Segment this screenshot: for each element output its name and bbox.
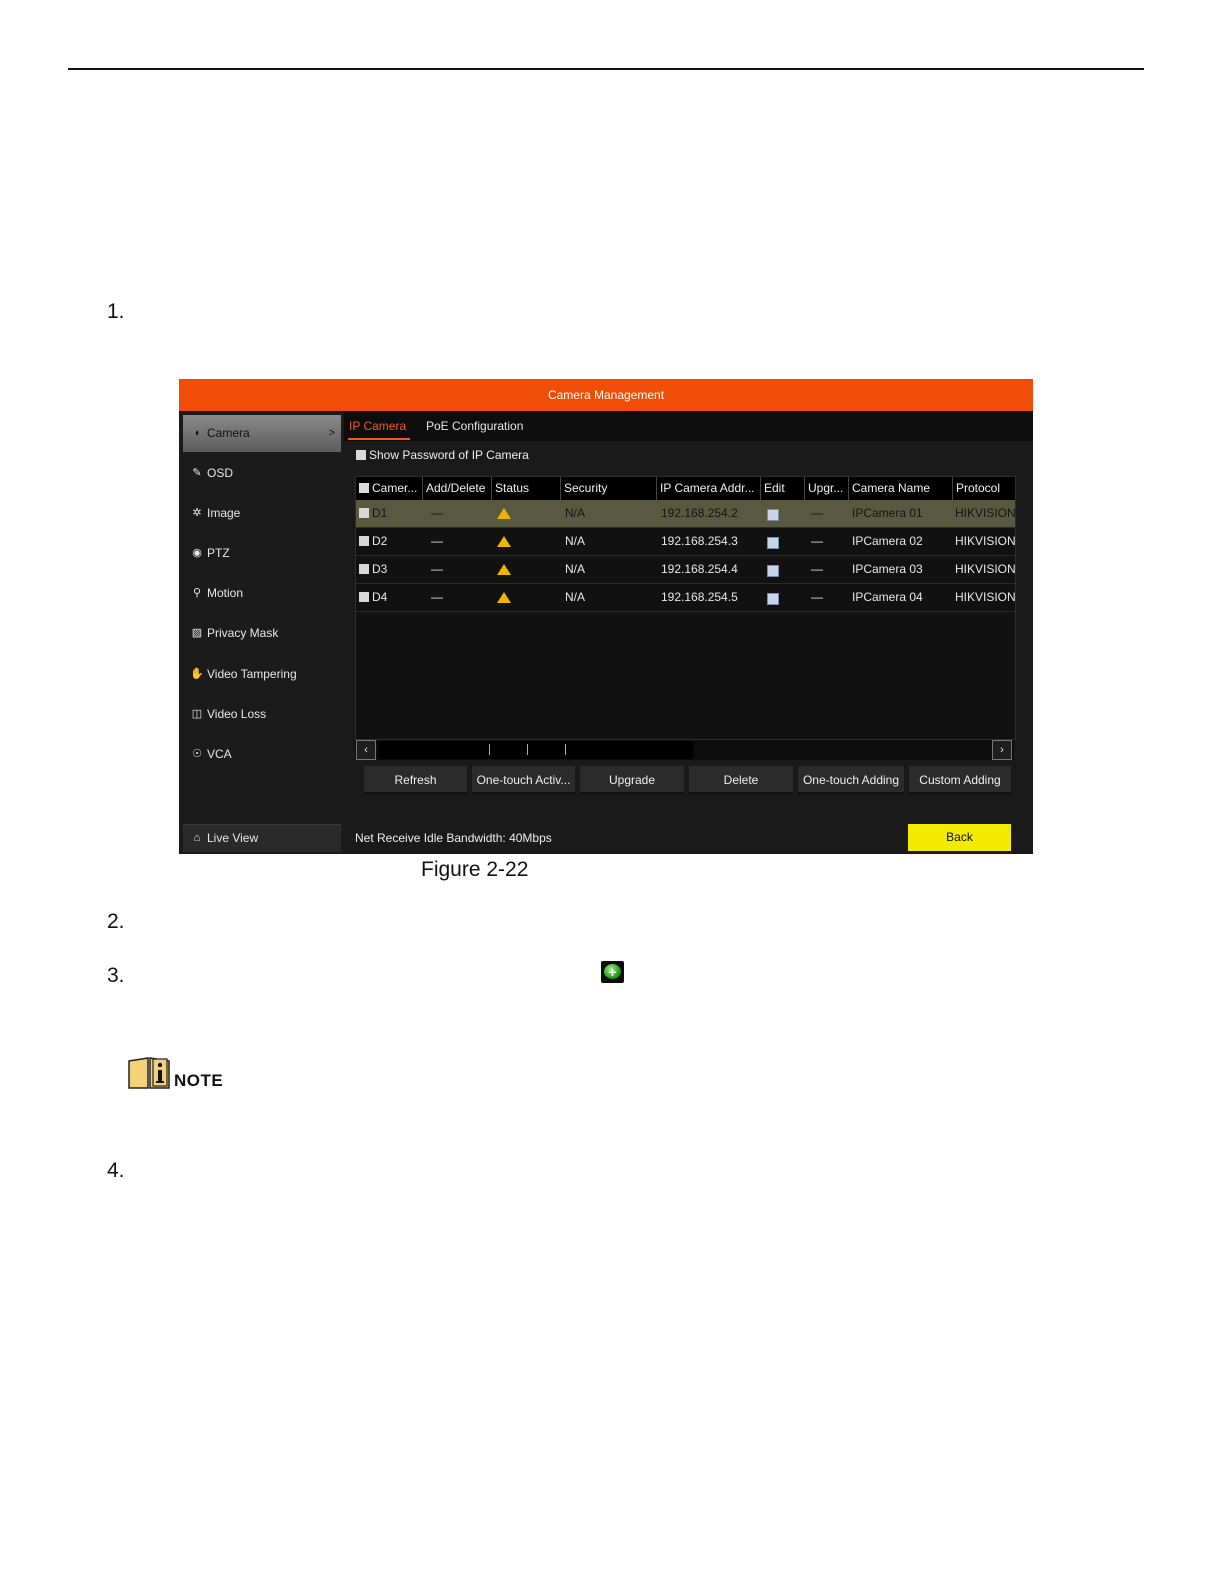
sidebar-item-label: Privacy Mask (207, 626, 279, 640)
video-loss-icon: ◫ (191, 708, 203, 720)
upgrade-cell[interactable]: — (811, 562, 823, 576)
ip-address-cell: 192.168.254.3 (661, 534, 738, 548)
vca-icon: ☉ (192, 748, 202, 760)
ptz-icon: ◉ (192, 547, 202, 559)
add-icon: + (601, 961, 624, 983)
note-book-icon (127, 1055, 173, 1091)
column-header-ip-address[interactable]: IP Camera Addr... (657, 477, 761, 500)
column-header-security[interactable]: Security (561, 477, 657, 500)
protocol-cell: HIKVISION (955, 506, 1016, 520)
column-header-camera-name[interactable]: Camera Name (849, 477, 953, 500)
chevron-right-icon: > (328, 427, 335, 439)
checkbox-icon (356, 450, 366, 460)
active-tab-indicator (348, 438, 410, 440)
security-cell: N/A (565, 562, 586, 576)
row-checkbox[interactable]: D2 (359, 528, 387, 555)
camera-name-cell: IPCamera 01 (852, 506, 923, 520)
back-button[interactable]: Back (908, 824, 1011, 851)
column-header-camera[interactable]: Camer... (356, 477, 423, 500)
step-number-4: 4. (107, 1159, 125, 1182)
sidebar-item-label: Video Loss (207, 707, 267, 721)
select-all-checkbox[interactable] (359, 483, 369, 493)
tab-poe-configuration[interactable]: PoE Configuration (426, 419, 524, 433)
motion-icon: ⚲ (192, 587, 202, 599)
sidebar-item-vca[interactable] (183, 736, 341, 773)
column-header-status[interactable]: Status (492, 477, 561, 500)
privacy-mask-icon: ▨ (191, 627, 203, 639)
sidebar-item-privacy-mask[interactable] (183, 615, 341, 652)
row-checkbox[interactable]: D3 (359, 556, 387, 583)
upgrade-cell[interactable]: — (811, 506, 823, 520)
show-password-checkbox[interactable] (356, 448, 529, 462)
security-cell: N/A (565, 590, 586, 604)
add-delete-cell[interactable]: — (431, 562, 443, 576)
upgrade-cell[interactable]: — (811, 534, 823, 548)
video-tampering-icon: ✋ (190, 668, 204, 680)
column-header-edit[interactable]: Edit (761, 477, 805, 500)
column-header-protocol[interactable]: Protocol (956, 481, 1001, 495)
upgrade-cell[interactable]: — (811, 590, 823, 604)
scroll-thumb[interactable] (379, 741, 693, 759)
camera-management-window (179, 379, 1033, 854)
ip-address-cell: 192.168.254.4 (661, 562, 738, 576)
edit-icon[interactable] (767, 565, 779, 577)
delete-button[interactable]: Delete (689, 766, 793, 794)
sidebar-item-label: PTZ (207, 546, 230, 560)
horizontal-scrollbar[interactable] (355, 740, 1014, 760)
bandwidth-status: Net Receive Idle Bandwidth: 40Mbps (355, 831, 552, 845)
protocol-cell: HIKVISION (955, 590, 1016, 604)
step-number-3: 3. (107, 964, 125, 987)
image-icon: ✲ (192, 507, 202, 519)
column-header-upgrade[interactable]: Upgr... (805, 477, 849, 500)
camera-name-cell: IPCamera 03 (852, 562, 923, 576)
security-cell: N/A (565, 506, 586, 520)
live-view-button[interactable] (183, 824, 341, 852)
warning-icon (497, 592, 511, 603)
warning-icon (497, 508, 511, 519)
sidebar-item-osd[interactable] (183, 455, 341, 492)
ip-address-cell: 192.168.254.2 (661, 506, 738, 520)
warning-icon (497, 536, 511, 547)
header-rule (68, 68, 1144, 70)
osd-icon: ✎ (192, 467, 202, 479)
sidebar-item-video-loss[interactable] (183, 696, 341, 733)
scroll-tick (489, 744, 490, 755)
sidebar-item-label: VCA (207, 747, 232, 761)
step-number-2: 2. (107, 910, 125, 933)
edit-icon[interactable] (767, 593, 779, 605)
sidebar-item-ptz[interactable] (183, 535, 341, 572)
step-number-1: 1. (107, 300, 125, 323)
add-delete-cell[interactable]: — (431, 534, 443, 548)
sidebar-item-image[interactable] (183, 495, 341, 532)
note-label: NOTE (174, 1071, 224, 1090)
one-touch-activate-button[interactable]: One-touch Activ... (472, 766, 575, 794)
protocol-cell: HIKVISION (955, 562, 1016, 576)
scroll-tick (527, 744, 528, 755)
chevron-left-icon[interactable]: ‹ (356, 740, 376, 760)
tab-bar (344, 411, 1033, 441)
ip-address-cell: 192.168.254.5 (661, 590, 738, 604)
figure-caption: Figure 2-22 (421, 858, 529, 881)
security-cell: N/A (565, 534, 586, 548)
sidebar-item-label: Camera (207, 426, 250, 440)
custom-adding-button[interactable]: Custom Adding (909, 766, 1011, 794)
tab-ip-camera[interactable]: IP Camera (349, 419, 407, 433)
live-view-label: Live View (207, 831, 259, 845)
show-password-label: Show Password of IP Camera (369, 448, 529, 462)
row-checkbox[interactable]: D1 (359, 500, 387, 527)
camera-icon: ◖ (193, 427, 201, 439)
sidebar (179, 411, 344, 854)
table-row[interactable] (356, 528, 1015, 556)
sidebar-item-label: Motion (207, 586, 244, 600)
home-icon: ⌂ (193, 832, 201, 844)
one-touch-adding-button[interactable]: One-touch Adding (798, 766, 904, 794)
sidebar-item-video-tampering[interactable] (183, 656, 341, 693)
upgrade-button[interactable]: Upgrade (580, 766, 684, 794)
sidebar-item-label: Video Tampering (207, 667, 297, 681)
sidebar-item-camera[interactable] (183, 415, 341, 452)
row-checkbox[interactable]: D4 (359, 584, 387, 611)
window-title: Camera Management (179, 379, 1033, 411)
warning-icon (497, 564, 511, 575)
edit-icon[interactable] (767, 509, 779, 521)
sidebar-item-motion[interactable] (183, 575, 341, 612)
add-delete-cell[interactable]: — (431, 590, 443, 604)
chevron-right-icon[interactable]: › (992, 740, 1012, 760)
column-header-add-delete[interactable]: Add/Delete (423, 477, 492, 500)
camera-name-cell: IPCamera 02 (852, 534, 923, 548)
refresh-button[interactable]: Refresh (364, 766, 467, 794)
sidebar-item-label: OSD (207, 466, 234, 480)
edit-icon[interactable] (767, 537, 779, 549)
ip-camera-table (355, 476, 1016, 740)
add-delete-cell[interactable]: — (431, 506, 443, 520)
scroll-tick (565, 744, 566, 755)
sidebar-item-label: Image (207, 506, 241, 520)
table-header (356, 477, 1015, 500)
camera-name-cell: IPCamera 04 (852, 590, 923, 604)
table-row[interactable] (356, 556, 1015, 584)
protocol-cell: HIKVISION (955, 534, 1016, 548)
table-row[interactable] (356, 584, 1015, 612)
table-row[interactable] (356, 500, 1015, 528)
